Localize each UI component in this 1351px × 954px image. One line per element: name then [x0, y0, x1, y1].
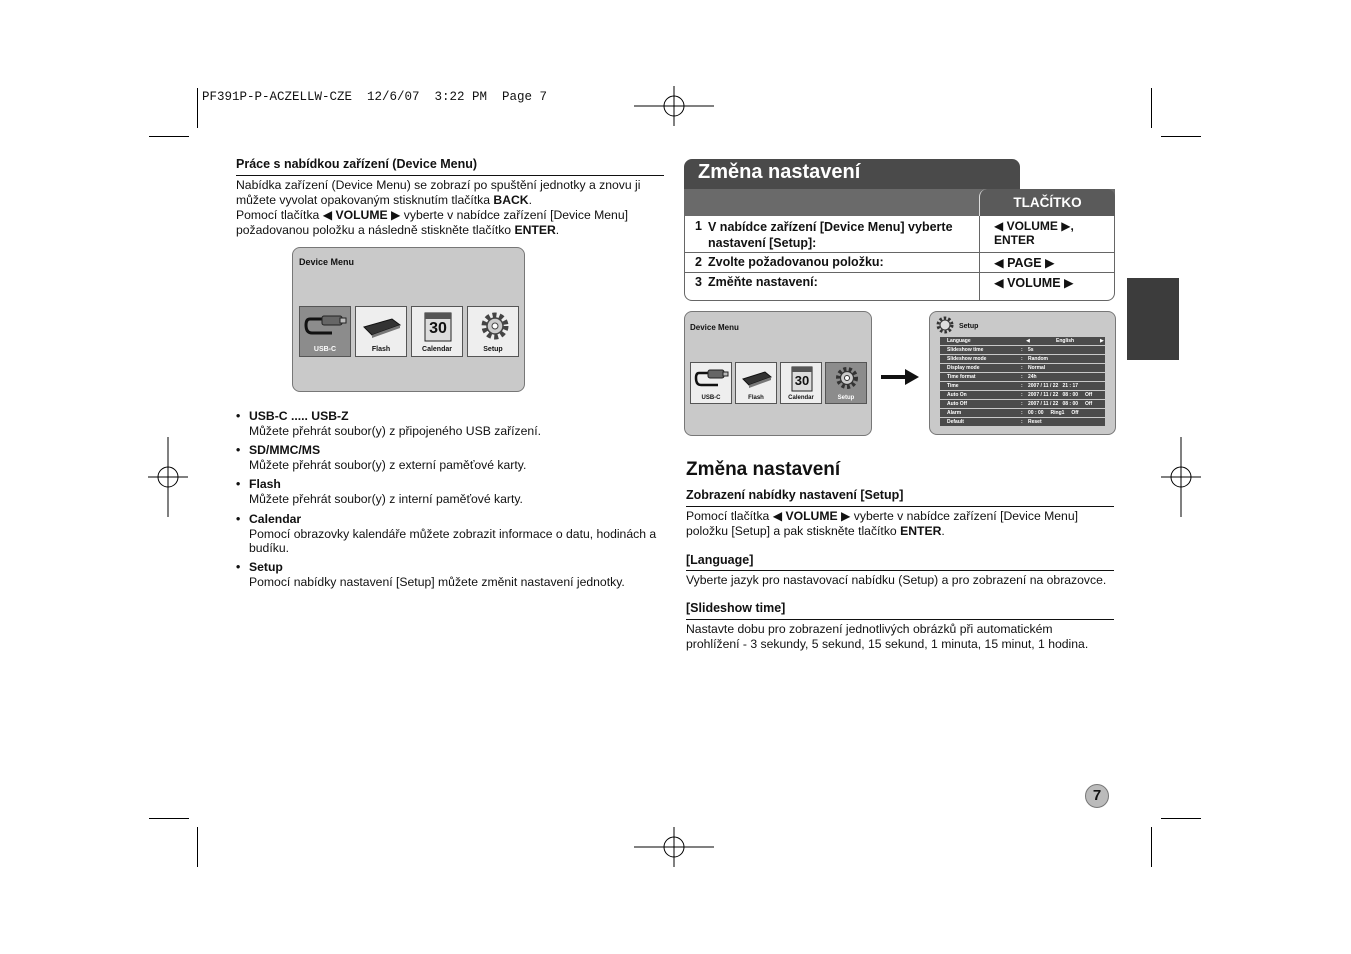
print-header: PF391P-P-ACZELLW-CZE 12/6/07 3:22 PM Page 7 — [202, 90, 548, 104]
menu-item-label: USB-C — [313, 346, 337, 353]
menu-item-label: USB-C — [701, 395, 721, 401]
table-row: 2 Zvolte požadovanou položku: ◀ PAGE ▶ — [685, 252, 1114, 273]
bullet-dot: • — [236, 443, 241, 457]
list-item: • Setup Pomocí nabídky nastavení [Setup] můžete změnit nastavení jednotky. — [236, 560, 625, 589]
list-item: • USB-C ..... USB-Z Můžete přehrát soubor(y) z připojeného USB zařízení. — [236, 409, 541, 438]
menu-item-usb[interactable] — [690, 362, 732, 404]
setup-screen — [929, 311, 1116, 435]
device-menu-title: Device Menu — [690, 323, 739, 332]
registration-mark-bottom — [634, 827, 714, 867]
menu-item-calendar[interactable] — [780, 362, 822, 404]
setup-row: Auto On : 2007 / 11 / 22 08 : 00 Off — [940, 391, 1105, 399]
subheading-setup: Zobrazení nabídky nastavení [Setup] — [686, 488, 904, 502]
crop-mark — [1151, 88, 1152, 128]
gear-icon — [479, 310, 511, 342]
crop-mark — [1161, 818, 1201, 819]
list-item: • Flash Můžete přehrát soubor(y) z interní paměťové karty. — [236, 477, 523, 506]
registration-mark-right — [1161, 437, 1201, 517]
table-row: 1 V nabídce zařízení [Device Menu] vyberte nastavení [Setup]: ◀ VOLUME ▶, ENTER — [685, 216, 1114, 253]
crop-mark — [149, 136, 189, 137]
setup-paragraph: Pomocí tlačítka ◀ VOLUME ▶ vyberte v nabídce zařízení [Device Menu] položku [Setup] a pak stiskněte tlačítko ENTER. — [686, 509, 1078, 538]
gear-icon — [834, 365, 860, 391]
setup-row: Display mode : Normal — [940, 364, 1105, 372]
crop-mark — [197, 88, 198, 128]
section-title: Změna nastavení — [686, 459, 841, 480]
usb-icon — [304, 313, 348, 339]
bullet-dot: • — [236, 560, 241, 574]
registration-mark-top — [634, 86, 714, 126]
bullet-dot: • — [236, 477, 241, 491]
registration-mark-left — [148, 437, 188, 517]
setup-row: Auto Off : 2007 / 11 / 22 08 : 00 Off — [940, 400, 1105, 408]
menu-item-label: Flash — [371, 346, 391, 353]
menu-item-setup[interactable] — [825, 362, 867, 404]
table-row: 3 Změňte nastavení: ◀ VOLUME ▶ — [685, 272, 1114, 301]
gear-icon — [935, 315, 955, 335]
section-band — [684, 159, 1020, 191]
list-item: • Calendar Pomocí obrazovky kalendáře můžete zobrazit informace o datu, hodinách a budíku. — [236, 512, 657, 555]
memory-chip-icon — [741, 369, 773, 389]
slideshow-paragraph: Nastavte dobu pro zobrazení jednotlivých obrázků při automatickém prohlížení - 3 sekundy, 5 sekund, 15 sekund, 1 minuta, 15 minut, 1 hodina. — [686, 622, 1089, 651]
crop-mark — [149, 818, 189, 819]
menu-item-label: Setup — [837, 395, 855, 401]
calendar-number: 30 — [794, 373, 810, 388]
setup-row: Time : 2007 / 11 / 22 21 : 17 — [940, 382, 1105, 390]
subheading-rule — [686, 619, 1114, 620]
left-heading: Práce s nabídkou zařízení (Device Menu) — [236, 157, 478, 171]
arrow-right-icon — [881, 368, 921, 386]
setup-row: Default : Reset — [940, 418, 1105, 426]
crop-mark — [197, 827, 198, 867]
setup-row: Language ◀ English ▶ — [940, 337, 1105, 345]
menu-item-calendar[interactable] — [411, 306, 463, 357]
language-paragraph: Vyberte jazyk pro nastavovací nabídku (Setup) a pro zobrazení na obrazovce. — [686, 573, 1107, 587]
menu-item-setup[interactable] — [467, 306, 519, 357]
menu-item-label: Calendar — [788, 395, 814, 401]
device-menu-title: Device Menu — [299, 257, 355, 267]
subheading-language: [Language] — [686, 553, 754, 567]
menu-item-label: Flash — [748, 395, 764, 401]
subheading-rule — [686, 570, 1114, 571]
device-menu-screen — [292, 247, 525, 392]
crop-mark — [1151, 827, 1152, 867]
menu-item-usb[interactable] — [299, 306, 351, 357]
usb-icon — [694, 368, 730, 390]
subheading-rule — [686, 506, 1114, 507]
page-number: 7 — [1085, 784, 1109, 808]
setup-row: Slideshow mode : Random — [940, 355, 1105, 363]
heading-rule — [236, 175, 664, 176]
setup-row: Slideshow time : 5s — [940, 346, 1105, 354]
band-title: Změna nastavení — [698, 161, 861, 183]
menu-item-label: Setup — [483, 346, 503, 353]
side-tab — [1127, 278, 1179, 360]
menu-item-flash[interactable] — [735, 362, 777, 404]
device-menu-screen-small — [684, 311, 872, 436]
bullet-dot: • — [236, 409, 241, 423]
setup-row: Time format : 24h — [940, 373, 1105, 381]
memory-chip-icon — [362, 315, 402, 339]
button-header: TLAČÍTKO — [979, 189, 1115, 217]
left-para1: Nabídka zařízení (Device Menu) se zobrazí po spuštění jednotky a znovu ji můžete vyvolat opakovaným stisknutím tlačítka BACK. — [236, 178, 641, 207]
list-item: • SD/MMC/MS Můžete přehrát soubor(y) z externí paměťové karty. — [236, 443, 527, 472]
steps-table — [684, 216, 1115, 301]
bullet-dot: • — [236, 512, 241, 526]
left-para2: Pomocí tlačítka ◀ VOLUME ▶ vyberte v nabídce zařízení [Device Menu] požadovanou položku a následně stiskněte tlačítko ENTER. — [236, 208, 628, 237]
setup-row: Alarm : 00 : 00 Ring1 Off — [940, 409, 1105, 417]
menu-item-label: Calendar — [422, 346, 452, 353]
crop-mark — [1161, 136, 1201, 137]
calendar-number: 30 — [429, 320, 447, 337]
subheading-slideshow: [Slideshow time] — [686, 601, 786, 615]
setup-title: Setup — [959, 323, 979, 330]
menu-item-flash[interactable] — [355, 306, 407, 357]
